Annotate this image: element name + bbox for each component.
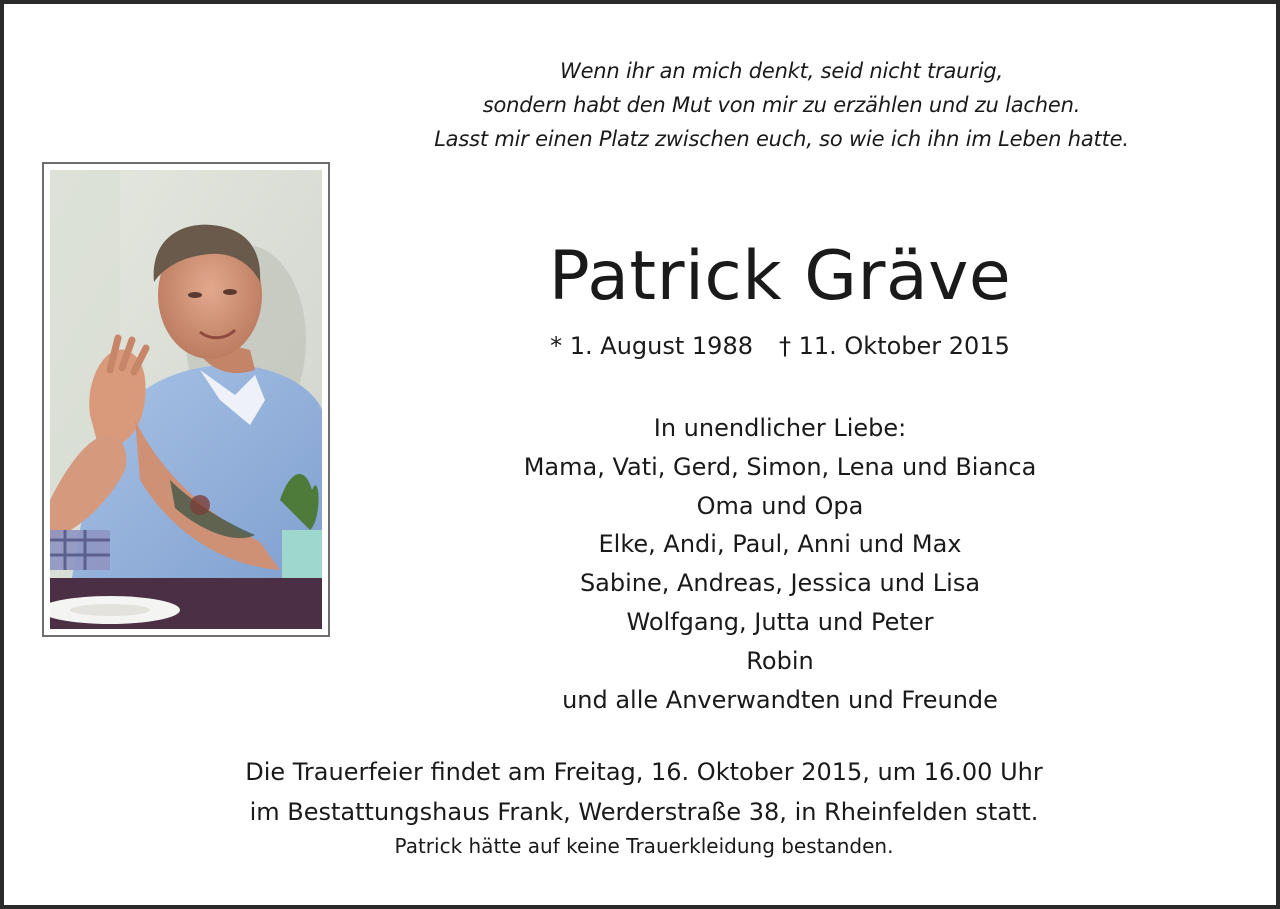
family-line: Elke, Andi, Paul, Anni und Max bbox=[598, 530, 962, 559]
life-dates bbox=[404, 328, 1156, 364]
family-line: Mama, Vati, Gerd, Simon, Lena und Bianca bbox=[523, 452, 1037, 481]
family-list bbox=[404, 409, 1156, 719]
family-line: und alle Anverwandten und Freunde bbox=[562, 685, 998, 714]
memorial-poem bbox=[394, 54, 1169, 156]
deceased-name: Patrick Gräve bbox=[548, 237, 1012, 316]
dress-code-note: Patrick hätte auf keine Trauerkleidung bestanden. bbox=[394, 834, 894, 858]
poem-line: Lasst mir einen Platz zwischen euch, so wie ich ihn im Leben hatte. bbox=[434, 127, 1129, 151]
birth-date: * 1. August 1988 bbox=[550, 332, 753, 360]
death-date: † 11. Oktober 2015 bbox=[778, 332, 1010, 360]
poem-line: sondern habt den Mut von mir zu erzählen und zu lachen. bbox=[482, 93, 1081, 117]
family-line: Wolfgang, Jutta und Peter bbox=[626, 607, 934, 636]
family-line: Robin bbox=[746, 646, 814, 675]
family-line: Oma und Opa bbox=[696, 491, 864, 520]
ceremony-line: Die Trauerfeier findet am Freitag, 16. Oktober 2015, um 16.00 Uhr bbox=[245, 758, 1043, 786]
portrait-image bbox=[50, 170, 322, 629]
family-line: Sabine, Andreas, Jessica und Lisa bbox=[579, 569, 981, 598]
ceremony-line: im Bestattungshaus Frank, Werderstraße 38, in Rheinfelden statt. bbox=[249, 798, 1039, 826]
ceremony-details bbox=[144, 752, 1144, 832]
family-intro: In unendlicher Liebe: bbox=[653, 414, 907, 442]
poem-line: Wenn ihr an mich denkt, seid nicht traurig, bbox=[560, 59, 1003, 83]
portrait-photo bbox=[42, 162, 330, 637]
